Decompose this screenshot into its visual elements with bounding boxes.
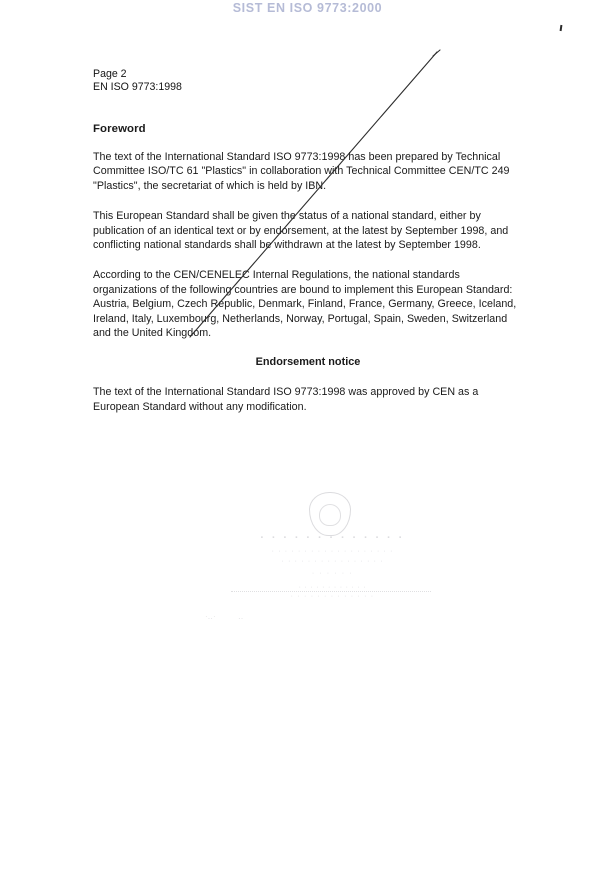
foreword-paragraph-2: This European Standard shall be given the status of a national standard, either by publication of an identical text or by endorsement, at the latest by September 1998, and conflicting national standards shall be withdrawn at the latest by September 1998.: [93, 210, 509, 252]
page-header-block: [93, 68, 182, 94]
stamp-text-line-5: · · · · · · · · · · · ·: [298, 584, 367, 591]
foreword-paragraph-3: According to the CEN/CENELEC Internal Regulations, the national standards organizations of the following countries are bound to implement this European Standard: Austria, Belgium, Czech Republic, Denmark, Finland, France, Germany, Greece, Iceland, Ireland, Italy, Luxembourg, Netherlands, Norway, Portugal, Spain, Sweden, Switzerland and the United Kingdom.: [93, 269, 517, 340]
standard-reference-label: EN ISO 9773:1998: [93, 81, 182, 94]
stamp-crest-icon: [309, 492, 351, 536]
stamp-text-line-1: · · · · · · · · · · · · ·: [260, 532, 405, 544]
faint-stamp-impression: [225, 492, 440, 607]
document-body: [93, 122, 523, 430]
foreword-paragraph-1: The text of the International Standard ISO 9773:1998 has been prepared by Technical Committee ISO/TC 61 "Plastics" in collaboration with Technical Committee CEN/TC 249 "Plastics", the secretariat of which is held by IBN.: [93, 151, 510, 192]
watermark-header: SIST EN ISO 9773:2000: [232, 1, 383, 15]
endorsement-notice-heading: Endorsement notice: [255, 356, 361, 369]
stamp-text-line-4: · · · · · ·: [311, 570, 354, 577]
scan-speck-artifact: [560, 25, 563, 31]
endorsement-paragraph: The text of the International Standard ISO 9773:1998 was approved by CEN as a European Standard without any modification.: [93, 386, 479, 413]
stamp-text-line-2: · · · · · · · · · · · · · · · · · · ·: [271, 546, 394, 555]
scan-blot-artifact: ·‥·: [205, 612, 216, 621]
scan-blot-artifact: ‥: [238, 612, 244, 621]
stamp-text-line-3: · · · · · · · · · · · · · · · ·: [281, 556, 384, 565]
foreword-heading: Foreword: [93, 123, 146, 135]
stamp-text-line-6: · · · · · · · · · · · · ·: [290, 593, 375, 600]
stamp-divider-rule: [231, 591, 431, 592]
page-number-label: Page 2: [93, 68, 127, 80]
